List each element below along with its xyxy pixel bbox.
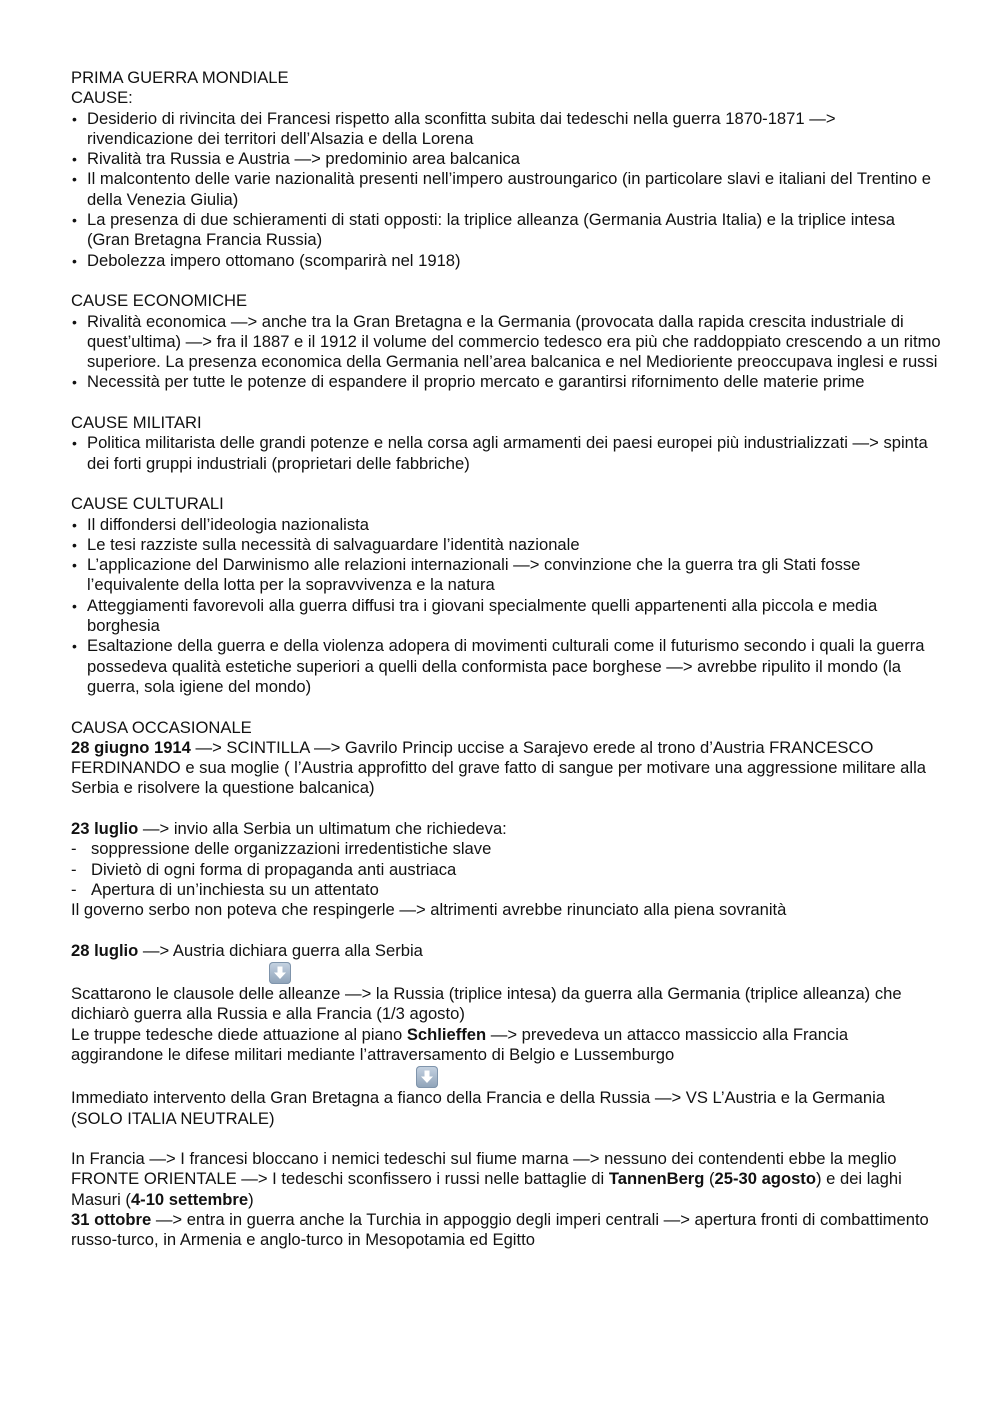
- list-item: • Rivalità tra Russia e Austria —> predominio area balcanica: [71, 149, 941, 169]
- intervento-paragraph: Immediato intervento della Gran Bretagna a fianco della Francia e della Russia —> VS L’Austria e la Germania (SOLO ITALIA NEUTRALE): [71, 1088, 885, 1128]
- list-item: • Rivalità economica —> anche tra la Gran Bretagna e la Germania (provocata dalla rapida crescita industriale di quest’ultima) —> fra il 1887 e il 1912 il volume del commercio tedesco era più che raddoppiato crescendo a un ritmo superiore. La presenza economica della Germania nell’area balcanica e nel Medioriente preoccupava inglesi e russi: [71, 312, 941, 373]
- list-item: • Desiderio di rivincita dei Francesi rispetto alla sconfitta subita dai tedeschi nella guerra 1870-1871 —> rivendicazione dei territori dell’Alsazia e della Lorena: [71, 109, 941, 150]
- list-item: - soppressione delle organizzazioni irredentistiche slave: [71, 839, 941, 859]
- list-item: • Necessità per tutte le potenze di espandere il proprio mercato e garantirsi rifornimento delle materie prime: [71, 372, 941, 392]
- occasionale-paragraph: [71, 738, 941, 799]
- plan-name: Schlieffen: [406, 1024, 487, 1044]
- ultimatum-paragraph: [71, 819, 941, 839]
- list-item: • L’applicazione del Darwinismo alle relazioni internazionali —> convinzione che la guerra tra gli Stati fosse l’equivalente della lotta per la sopravvivenza e la natura: [71, 555, 941, 596]
- paragraph-text: Le truppe tedesche diede attuazione al piano: [71, 1024, 407, 1044]
- document-page: [71, 68, 941, 1251]
- orientale-paragraph: [71, 1169, 941, 1210]
- francia-paragraph: In Francia —> I francesi bloccano i nemici tedeschi sul fiume marna —> nessuno dei contendenti ebbe la meglio: [71, 1149, 897, 1169]
- date-label: 25-30 agosto: [714, 1169, 816, 1189]
- list-item: • Debolezza impero ottomano (scomparirà nel 1918): [71, 251, 941, 271]
- section-heading-economiche: CAUSE ECONOMICHE: [71, 291, 248, 311]
- paragraph-text: —> SCINTILLA —> Gavrilo Princip uccise a Sarajevo erede al trono d’Austria FRANCESCO FERDINANDO e sua moglie ( l’Austria approfitto del grave fatto di sangue per motivare una aggressione militare alla Serbia e risolvere la questione balcanica): [71, 737, 926, 798]
- date-label: 28 giugno 1914: [71, 737, 191, 757]
- list-item: • Il diffondersi dell’ideologia nazionalista: [71, 515, 941, 535]
- list-item: • Politica militarista delle grandi potenze e nella corsa agli armamenti dei paesi europei più industrializzati —> spinta dei forti gruppi industriali (proprietari delle fabbriche): [71, 433, 941, 474]
- section-heading-militari: CAUSE MILITARI: [71, 413, 202, 433]
- economiche-list: [71, 312, 941, 393]
- date-label: 28 luglio: [71, 940, 139, 960]
- arrow-row: [71, 1065, 941, 1088]
- date-label: 31 ottobre: [71, 1210, 152, 1230]
- document-title: PRIMA GUERRA MONDIALE: [71, 68, 289, 87]
- down-arrow-icon: [269, 962, 291, 984]
- paragraph-text: ) e dei laghi Masuri (: [71, 1169, 902, 1209]
- list-item: • Le tesi razziste sulla necessità di salvaguardare l’identità nazionale: [71, 535, 941, 555]
- schlieffen-paragraph: [71, 1025, 941, 1066]
- list-item: • La presenza di due schieramenti di stati opposti: la triplice alleanza (Germania Austria Italia) e la triplice intesa (Gran Bretagna Francia Russia): [71, 210, 941, 251]
- ultimatum-conclusion: Il governo serbo non poteva che respingerle —> altrimenti avrebbe rinunciato alla piena sovranità: [71, 900, 787, 920]
- section-heading-cause: CAUSE:: [71, 88, 133, 108]
- clausole-paragraph: Scattarono le clausole delle alleanze —> la Russia (triplice intesa) da guerra alla Germania (triplice alleanza) che dichiarò guerra alla Russia e alla Francia (1/3 agosto): [71, 984, 902, 1024]
- list-item: • Esaltazione della guerra e della violenza adopera di movimenti culturali come il futurismo secondo i quali la guerra possedeva qualità estetiche superiori a quelli della conformista pace borghese —> avrebbe ripulito il mondo (la guerra, sola igiene del mondo): [71, 636, 941, 697]
- cause-list: [71, 109, 941, 271]
- ultimatum-list: [71, 839, 941, 900]
- section-heading-occasionale: CAUSA OCCASIONALE: [71, 717, 252, 737]
- turchia-paragraph: [71, 1210, 941, 1251]
- paragraph-text: (: [704, 1169, 715, 1189]
- list-item: - Divietò di ogni forma di propaganda anti austriaca: [71, 860, 941, 880]
- date-label: 23 luglio: [71, 818, 139, 838]
- paragraph-text: FRONTE ORIENTALE —> I tedeschi sconfissero i russi nelle battaglie di: [71, 1169, 609, 1189]
- date-label: 4-10 settembre: [130, 1189, 249, 1209]
- list-item: - Apertura di un’inchiesta su un attentato: [71, 880, 941, 900]
- dichiarazione-paragraph: [71, 941, 941, 961]
- list-item: • Il malcontento delle varie nazionalità presenti nell’impero austroungarico (in particolare slavi e italiani del Trentino e della Venezia Giulia): [71, 169, 941, 210]
- paragraph-text: —> invio alla Serbia un ultimatum che richiedeva:: [138, 818, 507, 838]
- battle-name: TannenBerg: [608, 1169, 705, 1189]
- paragraph-text: —> Austria dichiara guerra alla Serbia: [138, 940, 423, 960]
- arrow-row: [71, 961, 941, 984]
- list-item: • Atteggiamenti favorevoli alla guerra diffusi tra i giovani specialmente quelli appartenenti alla piccola e media borghesia: [71, 596, 941, 637]
- section-heading-culturali: CAUSE CULTURALI: [71, 494, 224, 514]
- paragraph-text: ): [248, 1189, 254, 1209]
- militari-list: [71, 433, 941, 474]
- down-arrow-icon: [416, 1066, 438, 1088]
- culturali-list: [71, 515, 941, 698]
- paragraph-text: —> prevedeva un attacco massiccio alla Francia aggirandone le difese militari mediante l’attraversamento di Belgio e Lussemburgo: [71, 1024, 849, 1064]
- paragraph-text: —> entra in guerra anche la Turchia in appoggio degli imperi centrali —> apertura fronti di combattimento russo-turco, in Armenia e anglo-turco in Mesopotamia ed Egitto: [71, 1210, 929, 1250]
